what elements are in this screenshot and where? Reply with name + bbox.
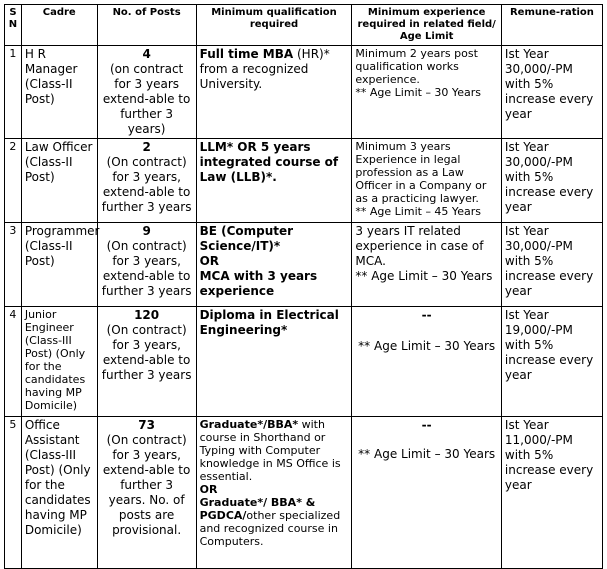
experience-dash: --	[421, 418, 432, 432]
experience-main: Minimum 2 years post qualification works experience.	[355, 47, 478, 86]
age-limit: ** Age Limit – 30 Years	[355, 269, 493, 283]
header-qualification: Minimum qualification required	[196, 5, 352, 46]
row-remuneration: Ist Year 30,000/-PM with 5% increase every year	[501, 46, 602, 139]
age-limit: ** Age Limit – 30 Years	[358, 339, 496, 353]
table-row	[5, 223, 603, 307]
row-cadre: H R Manager (Class-II Post)	[21, 46, 97, 139]
row-posts	[97, 139, 196, 223]
header-row	[5, 5, 603, 46]
row-cadre: Junior Engineer (Class-III Post) (Only for the candidates having MP Domicile)	[21, 307, 97, 417]
row-cadre: Programmer (Class-II Post)	[21, 223, 97, 307]
posts-note: (on contract for 3 years extend-able to further 3 years)	[102, 62, 191, 136]
row-qualification	[196, 223, 352, 307]
row-experience	[352, 223, 502, 307]
experience-dash: --	[421, 308, 432, 322]
row-qualification	[196, 417, 352, 569]
row-sn: 5	[5, 417, 22, 569]
header-experience: Minimum experience required in related field/ Age Limit	[352, 5, 502, 46]
age-limit: ** Age Limit – 45 Years	[355, 205, 481, 218]
qualification-or: OR	[199, 254, 220, 268]
posts-count: 4	[142, 47, 151, 61]
row-experience	[352, 46, 502, 139]
qualification-bold: Full time MBA	[199, 47, 294, 61]
posts-count: 73	[138, 418, 155, 432]
row-remuneration: Ist Year 30,000/-PM with 5% increase every year	[501, 223, 602, 307]
posts-note: (On contract) for 3 years, extend-able to further 3 years. No. of posts are provisional.	[102, 433, 191, 537]
posts-count: 9	[142, 224, 151, 238]
posts-count: 120	[134, 308, 160, 322]
qualification-bold1: Graduate*/BBA*	[199, 418, 299, 431]
qualification-rest1: with course in Shorthand or Typing with Computer knowledge in MS Office is essential.	[199, 418, 341, 483]
qualification-rest: (HR)* from a recognized University.	[199, 47, 330, 91]
qualification-rest2: other specialized and recognized course in Computers.	[199, 509, 341, 548]
qualification-line1: BE (Computer Science/IT)*	[199, 224, 294, 253]
posts-note: (On contract) for 3 years, extend-able to further 3 years	[101, 239, 192, 298]
row-remuneration: Ist Year 19,000/-PM with 5% increase every year	[501, 307, 602, 417]
row-posts	[97, 417, 196, 569]
row-sn: 1	[5, 46, 22, 139]
posts-note: (On contract) for 3 years, extend-able to further 3 years	[101, 323, 192, 382]
row-sn: 3	[5, 223, 22, 307]
row-cadre: Office Assistant (Class-III Post) (Only for the candidates having MP Domicile)	[21, 417, 97, 569]
row-experience	[352, 307, 502, 417]
header-sn: S N	[5, 5, 22, 46]
age-limit: ** Age Limit – 30 Years	[355, 86, 481, 99]
row-experience	[352, 139, 502, 223]
table-row	[5, 417, 603, 569]
row-posts	[97, 46, 196, 139]
recruitment-table	[4, 4, 603, 569]
qualification-bold2: Graduate*/ BBA* & PGDCA/	[199, 496, 316, 522]
row-qualification	[196, 46, 352, 139]
row-posts	[97, 307, 196, 417]
header-cadre: Cadre	[21, 5, 97, 46]
row-cadre: Law Officer (Class-II Post)	[21, 139, 97, 223]
posts-note: (On contract) for 3 years, extend-able to further 3 years	[101, 155, 192, 214]
row-experience	[352, 417, 502, 569]
experience-main: 3 years IT related experience in case of MCA.	[355, 224, 484, 268]
qualification-or: OR	[199, 483, 218, 496]
qualification-line2: MCA with 3 years experience	[199, 269, 318, 298]
row-remuneration: Ist Year 30,000/-PM with 5% increase every year	[501, 139, 602, 223]
posts-count: 2	[142, 140, 151, 154]
row-remuneration: Ist Year 11,000/-PM with 5% increase every year	[501, 417, 602, 569]
header-remuneration: Remune-ration	[501, 5, 602, 46]
table-row	[5, 307, 603, 417]
row-qualification: LLM* OR 5 years integrated course of Law (LLB)*.	[196, 139, 352, 223]
header-posts: No. of Posts	[97, 5, 196, 46]
row-posts	[97, 223, 196, 307]
experience-main: Minimum 3 years Experience in legal profession as a Law Officer in a Company or as a practicing lawyer.	[355, 140, 487, 205]
table-row	[5, 139, 603, 223]
row-qualification: Diploma in Electrical Engineering*	[196, 307, 352, 417]
row-sn: 2	[5, 139, 22, 223]
table-row	[5, 46, 603, 139]
age-limit: ** Age Limit – 30 Years	[358, 447, 496, 461]
row-sn: 4	[5, 307, 22, 417]
